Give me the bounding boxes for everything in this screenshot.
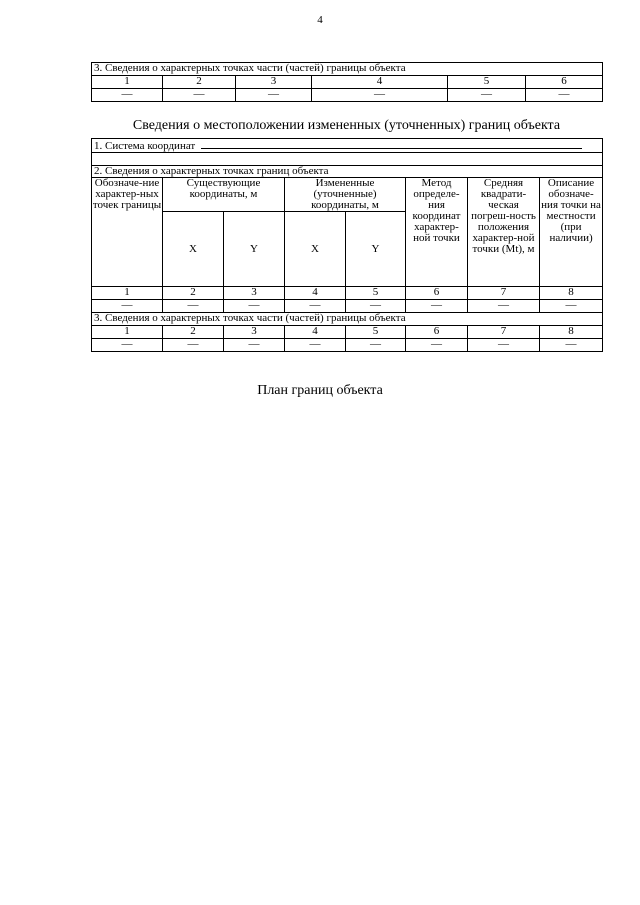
table-row bbox=[92, 300, 603, 313]
header-description: Описание обозначе-ния точки на местности (при наличии) bbox=[540, 178, 603, 287]
column-number: 4 bbox=[285, 287, 346, 300]
column-number: 1 bbox=[92, 326, 163, 339]
parts-table-caption: 3. Сведения о характерных точках части (частей) границы объекта bbox=[92, 63, 603, 76]
column-number: 5 bbox=[346, 326, 406, 339]
coordinate-system-label: 1. Система координат bbox=[94, 140, 196, 152]
empty-value: — bbox=[468, 300, 540, 313]
header-y-changed: Y bbox=[346, 212, 406, 287]
column-number: 7 bbox=[468, 287, 540, 300]
boundary-points-table bbox=[91, 138, 603, 352]
column-number: 2 bbox=[163, 287, 224, 300]
empty-value: — bbox=[92, 339, 163, 352]
empty-value: — bbox=[285, 339, 346, 352]
header-x-existing: X bbox=[163, 212, 224, 287]
table-row bbox=[92, 287, 603, 300]
coordinate-system-row bbox=[92, 139, 603, 153]
column-number: 4 bbox=[312, 76, 448, 89]
table-row bbox=[92, 339, 603, 352]
plan-heading: План границ объекта bbox=[257, 383, 383, 398]
parts-caption: 3. Сведения о характерных точках части (частей) границы объекта bbox=[92, 313, 603, 326]
header-existing-coords: Существующие координаты, м bbox=[163, 178, 285, 212]
empty-value: — bbox=[224, 339, 285, 352]
column-number: 3 bbox=[236, 76, 312, 89]
empty-value: — bbox=[92, 89, 163, 102]
empty-value: — bbox=[236, 89, 312, 102]
header-x-changed: X bbox=[285, 212, 346, 287]
empty-value: — bbox=[163, 89, 236, 102]
column-number: 2 bbox=[163, 326, 224, 339]
column-number: 5 bbox=[448, 76, 526, 89]
empty-value: — bbox=[346, 339, 406, 352]
table-row bbox=[92, 76, 603, 89]
empty-value: — bbox=[92, 300, 163, 313]
coordinate-system-blank bbox=[201, 139, 582, 149]
column-number: 6 bbox=[406, 326, 468, 339]
header-y-existing: Y bbox=[224, 212, 285, 287]
header-changed-coords: Измененные (уточненные) координаты, м bbox=[285, 178, 406, 212]
empty-row bbox=[92, 153, 603, 166]
header-point-designation: Обозначе-ние характер-ных точек границы bbox=[92, 178, 163, 287]
parts-points-table bbox=[91, 62, 603, 102]
page-number: 4 bbox=[317, 14, 323, 26]
table-row bbox=[92, 89, 603, 102]
column-number: 4 bbox=[285, 326, 346, 339]
column-number: 8 bbox=[540, 287, 603, 300]
column-number: 6 bbox=[406, 287, 468, 300]
empty-value: — bbox=[406, 339, 468, 352]
column-number: 3 bbox=[224, 287, 285, 300]
column-number: 1 bbox=[92, 76, 163, 89]
empty-value: — bbox=[346, 300, 406, 313]
empty-value: — bbox=[540, 339, 603, 352]
column-number: 6 bbox=[526, 76, 603, 89]
empty-value: — bbox=[406, 300, 468, 313]
empty-value: — bbox=[312, 89, 448, 102]
empty-value: — bbox=[448, 89, 526, 102]
column-number: 5 bbox=[346, 287, 406, 300]
empty-value: — bbox=[285, 300, 346, 313]
column-number: 1 bbox=[92, 287, 163, 300]
empty-value: — bbox=[163, 300, 224, 313]
header-error: Средняя квадрати-ческая погреш-ность положения характер-ной точки (Mt), м bbox=[468, 178, 540, 287]
empty-value: — bbox=[468, 339, 540, 352]
column-number: 8 bbox=[540, 326, 603, 339]
column-number: 2 bbox=[163, 76, 236, 89]
empty-value: — bbox=[163, 339, 224, 352]
empty-value: — bbox=[224, 300, 285, 313]
points-table-caption: 2. Сведения о характерных точках границ объекта bbox=[92, 166, 603, 178]
table-row bbox=[92, 326, 603, 339]
header-method: Метод определе-ния координат характер-ной точки bbox=[406, 178, 468, 287]
empty-value: — bbox=[540, 300, 603, 313]
empty-value: — bbox=[526, 89, 603, 102]
section-heading: Сведения о местоположении измененных (уточненных) границ объекта bbox=[132, 118, 561, 133]
column-number: 3 bbox=[224, 326, 285, 339]
column-number: 7 bbox=[468, 326, 540, 339]
